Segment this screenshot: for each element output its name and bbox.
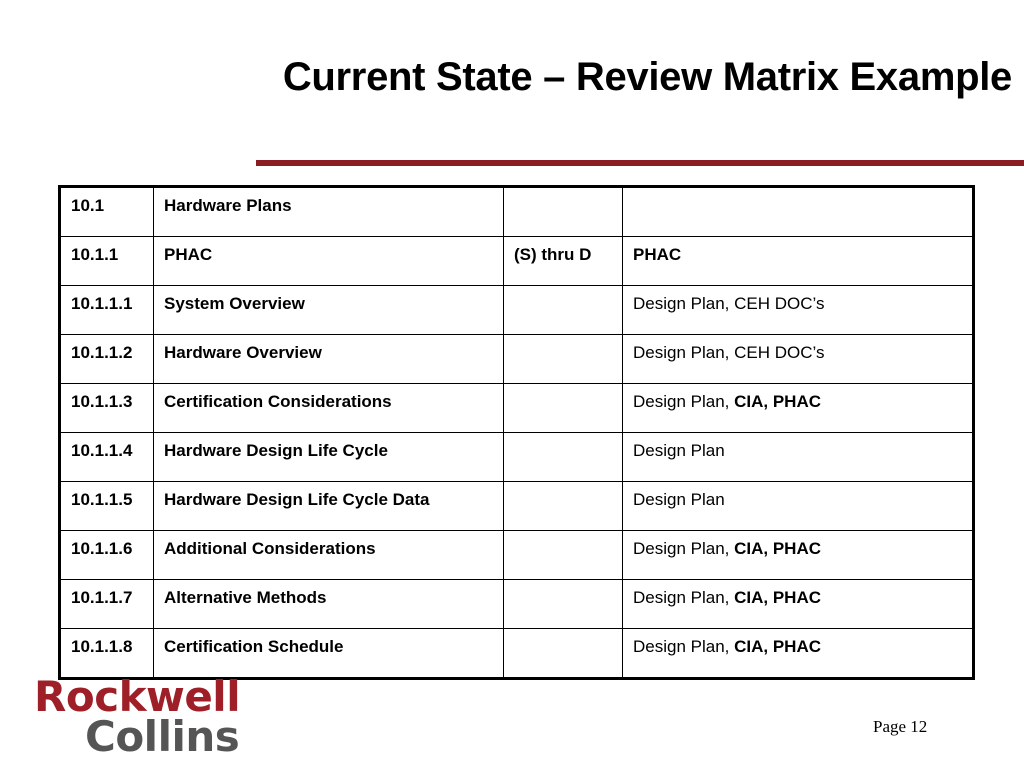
item-name-cell: Certification Schedule xyxy=(154,629,504,679)
table-row xyxy=(60,531,974,580)
source-cell xyxy=(623,335,974,384)
section-number-cell: 10.1.1.8 xyxy=(60,629,154,679)
item-name-cell: Additional Considerations xyxy=(154,531,504,580)
source-cell xyxy=(623,286,974,335)
level-cell xyxy=(504,433,623,482)
source-bold-text: CIA, PHAC xyxy=(734,588,822,607)
source-bold-text: CIA, PHAC xyxy=(734,637,822,656)
table-row xyxy=(60,187,974,237)
source-cell xyxy=(623,482,974,531)
item-name-cell: Certification Considerations xyxy=(154,384,504,433)
section-number-cell: 10.1 xyxy=(60,187,154,237)
section-number-cell: 10.1.1.4 xyxy=(60,433,154,482)
source-text: Design Plan xyxy=(633,441,725,460)
level-cell xyxy=(504,531,623,580)
source-bold-text: CIA, PHAC xyxy=(734,392,822,411)
source-text: Design Plan, CEH DOC’s xyxy=(633,343,825,362)
table-row xyxy=(60,237,974,286)
level-cell xyxy=(504,187,623,237)
source-text: Design Plan, xyxy=(633,392,735,411)
rockwell-collins-logo xyxy=(34,672,241,761)
page-number: Page 12 xyxy=(873,717,928,736)
level-cell xyxy=(504,482,623,531)
item-name-cell: Hardware Plans xyxy=(154,187,504,237)
review-matrix-table xyxy=(58,185,975,680)
section-number-cell: 10.1.1.1 xyxy=(60,286,154,335)
item-name-cell: PHAC xyxy=(154,237,504,286)
item-name-cell: Hardware Design Life Cycle Data xyxy=(154,482,504,531)
section-number-cell: 10.1.1 xyxy=(60,237,154,286)
source-text: Design Plan, xyxy=(633,588,735,607)
source-cell xyxy=(623,237,974,286)
source-text: Design Plan, xyxy=(633,637,735,656)
section-number-cell: 10.1.1.6 xyxy=(60,531,154,580)
table-row xyxy=(60,384,974,433)
table-row xyxy=(60,286,974,335)
level-cell xyxy=(504,286,623,335)
source-bold-text: CIA, PHAC xyxy=(734,539,822,558)
level-cell xyxy=(504,629,623,679)
section-number-cell: 10.1.1.5 xyxy=(60,482,154,531)
logo-line-1: Rockwell xyxy=(34,672,241,721)
level-cell xyxy=(504,384,623,433)
item-name-cell: Hardware Overview xyxy=(154,335,504,384)
source-cell xyxy=(623,580,974,629)
item-name-cell: Hardware Design Life Cycle xyxy=(154,433,504,482)
source-text: Design Plan, CEH DOC’s xyxy=(633,294,825,313)
table-row xyxy=(60,629,974,679)
table-row xyxy=(60,580,974,629)
slide-title: Current State – Review Matrix Example xyxy=(282,55,1012,99)
table-row xyxy=(60,482,974,531)
source-bold-text: PHAC xyxy=(633,245,682,264)
section-number-cell: 10.1.1.2 xyxy=(60,335,154,384)
source-cell xyxy=(623,187,974,237)
section-number-cell: 10.1.1.3 xyxy=(60,384,154,433)
logo-line-2: Collins xyxy=(85,712,240,761)
level-cell xyxy=(504,335,623,384)
source-cell xyxy=(623,384,974,433)
source-cell xyxy=(623,531,974,580)
level-cell xyxy=(504,580,623,629)
table-row xyxy=(60,433,974,482)
item-name-cell: System Overview xyxy=(154,286,504,335)
level-cell: (S) thru D xyxy=(504,237,623,286)
table-row xyxy=(60,335,974,384)
section-number-cell: 10.1.1.7 xyxy=(60,580,154,629)
source-text: Design Plan, xyxy=(633,539,735,558)
item-name-cell: Alternative Methods xyxy=(154,580,504,629)
source-cell xyxy=(623,433,974,482)
source-text: Design Plan xyxy=(633,490,725,509)
title-underline xyxy=(256,160,1024,166)
source-cell xyxy=(623,629,974,679)
